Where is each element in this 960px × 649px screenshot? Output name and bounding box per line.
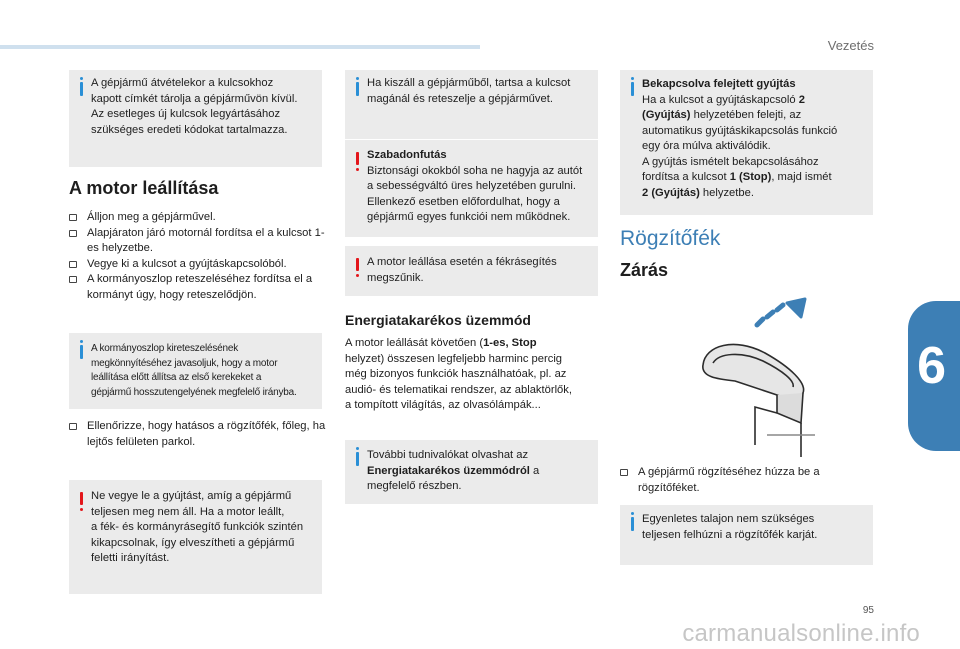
- info-text: Ha kiszáll a gépjárműből, tartsa a kulcsot magánál és reteszelje a gépjárművet.: [367, 77, 571, 105]
- list-item: Vegye ki a kulcsot a gyújtáskapcsolóból.: [69, 257, 327, 273]
- pull-arrow-icon: [757, 299, 805, 325]
- list-item: A gépjármű rögzítéséhez húzza be a rögzítőféket.: [620, 465, 876, 496]
- info-icon: [631, 82, 634, 96]
- warning-box-brake-assist: [345, 246, 598, 296]
- info-icon: [631, 517, 634, 531]
- steps-list: [69, 210, 327, 304]
- info-icon: [356, 82, 359, 96]
- checkbox-icon: [69, 261, 77, 268]
- info-text: További tudnivalókat olvashat az Energiatakarékos üzemmódról a megfelelő részben.: [367, 449, 540, 492]
- warning-icon: [356, 258, 359, 271]
- info-box-ignition-left-on: [620, 70, 873, 215]
- info-text: A kormányoszlop kireteszelésének megkönnyítéséhez javasoljuk, hogy a motor leállítása előtt állítsa az első kerekeket a gépjármű hosszutengelyének megfelelő irányba.: [91, 343, 297, 398]
- list-item: A kormányoszlop reteszeléséhez fordítsa el a kormányt úgy, hogy reteszelődjön.: [69, 272, 327, 303]
- section-title-parking-brake: Rögzítőfék: [620, 227, 721, 250]
- info-title: Bekapcsolva felejtett gyújtás: [642, 78, 796, 90]
- warning-icon: [80, 492, 83, 505]
- checkbox-icon: [69, 423, 77, 430]
- info-text: Egyenletes talajon nem szükséges teljesen felhúzni a rögzítőfék karját.: [642, 513, 818, 541]
- info-box-steering-column: [69, 333, 322, 409]
- checkbox-icon: [69, 230, 77, 237]
- watermark: carmanualsonline.info: [682, 620, 920, 647]
- page-number: 95: [862, 605, 874, 616]
- section-heading-engine-stop: A motor leállítása: [69, 178, 219, 198]
- checkbox-icon: [69, 276, 77, 283]
- warning-text: A motor leállása esetén a fékrásegítés megszűnik.: [367, 256, 557, 284]
- info-icon: [80, 82, 83, 96]
- info-icon: [80, 345, 83, 359]
- warning-box-ignition: [69, 480, 322, 594]
- list-item: Alapjáraton járó motornál fordítsa el a kulcsot 1-es helyzetbe.: [69, 226, 327, 257]
- warning-box-coasting: [345, 140, 598, 237]
- parking-brake-lever-illustration: [695, 295, 825, 465]
- lever-icon: [703, 344, 815, 457]
- info-text: Ha a kulcsot a gyújtáskapcsoló 2 (Gyújtás) helyzetében felejti, az automatikus gyújtáskikapcsolás funkció egy óra múlva aktiválódik. A gyújtás ismételt bekapcsolásához fordítsa a kulcsot 1 (Stop), majd ismét 2 (Gyújtás) helyzetbe.: [642, 93, 838, 199]
- info-icon: [356, 452, 359, 466]
- chapter-number: 6: [917, 337, 946, 395]
- eco-mode-paragraph: A motor leállását követően (1-es, Stop helyzet) összesen legfeljebb harminc percig még bizonyos funkciók használhatóak, pl. az audió- és telematikai rendszer, az ablaktörlők, a tompított világítás, az olvasólámpák...: [345, 337, 572, 412]
- list-item: Ellenőrizze, hogy hatásos a rögzítőfék, főleg, ha lejtős felületen parkol.: [69, 419, 327, 450]
- info-box-leave-vehicle: [345, 70, 598, 139]
- info-text: A gépjármű átvételekor a kulcsokhoz kapott címkét tárolja a gépjárművön kívül. Az esetleges új kulcsok legyártásához szükséges eredeti kódokat tartalmazza.: [91, 77, 298, 136]
- warning-icon: [356, 152, 359, 165]
- info-box-keys: [69, 70, 322, 167]
- warning-title: Szabadonfutás: [367, 149, 447, 161]
- info-box-flat-ground: [620, 505, 873, 565]
- warning-text: Biztonsági okokból soha ne hagyja az autót a sebességváltó üres helyzetében gurulni. Ellenkező esetben előfordulhat, hogy a gépjármű egyes funkciói nem működnek.: [367, 164, 583, 223]
- chapter-title: Vezetés: [827, 38, 874, 53]
- steps-list-check: [69, 419, 327, 450]
- checkbox-icon: [69, 214, 77, 221]
- list-item: Álljon meg a gépjárművel.: [69, 210, 327, 226]
- header-bar: [0, 45, 480, 49]
- subheading-locking: Zárás: [620, 260, 669, 280]
- section-heading-eco-mode: Energiatakarékos üzemmód: [345, 312, 531, 328]
- checkbox-icon: [620, 469, 628, 476]
- steps-list-parking-brake: [620, 465, 876, 496]
- warning-text: Ne vegye le a gyújtást, amíg a gépjármű teljesen meg nem áll. Ha a motor leállt, a fék- és kormányrásegítő funkciók szintén kikapcsolnak, így elveszítheti a gépjármű feletti irányítást.: [91, 490, 304, 564]
- info-box-eco-more: [345, 440, 598, 504]
